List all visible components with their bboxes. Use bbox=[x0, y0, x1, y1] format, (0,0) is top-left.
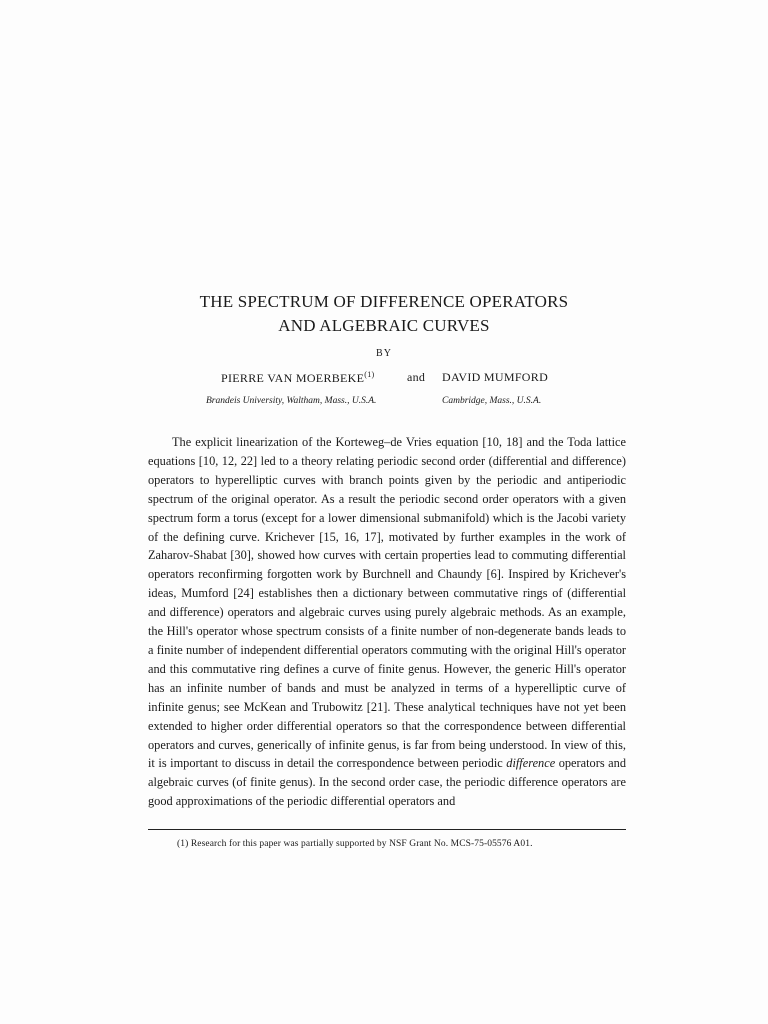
body-text-part-2: operators and algebraic curves (of finite genus). In the second order case, the periodic difference operators are good approximations of the periodic differential operators and bbox=[148, 756, 626, 809]
author-conjunction: and bbox=[407, 370, 426, 384]
author-second-affiliation: Cambridge, Mass., U.S.A. bbox=[442, 396, 542, 406]
paper-title-line-1: THE SPECTRUM OF DIFFERENCE OPERATORS bbox=[199, 292, 569, 311]
body-paragraph bbox=[148, 433, 626, 811]
body-text-part-1: The explicit linearization of the Korteweg–de Vries equation [10, 18] and the Toda lattice equations [10, 12, 22] led to a theory relating periodic second order (differential and difference) operators to hyperelliptic curves with branch points given by the periodic and antiperiodic spectrum of the original operator. As a result the periodic second order operators with a given spectrum form a torus (except for a lower dimensional submanifold) which is the Jacobi variety of the defining curve. Krichever [15, 16, 17], motivated by further examples in the work of Zaharov-Shabat [30], showed how curves with certain properties lead to commuting differential operators reconfirming forgotten work by Burchnell and Chaundy [6]. Inspired by Krichever's ideas, Mumford [24] establishes then a dictionary between commutative rings of (differential and difference) operators and algebraic curves using purely algebraic methods. As an example, the Hill's operator whose spectrum consists of a finite number of non-degenerate bands leads to a finite number of independent differential operators commuting with the original Hill's operator and this commutative ring defines a curve of finite genus. However, the generic Hill's operator has an infinite number of bands and must be analyzed in terms of a hyperelliptic curve of infinite genus; see McKean and Trubowitz [21]. These analytical techniques have not yet been extended to higher order differential operators so that the correspondence between differential operators and curves, generically of infinite genus, is far from being understood. In view of this, it is important to discuss in detail the correspondence between periodic bbox=[148, 435, 626, 771]
footnote-mark: (1) bbox=[177, 839, 189, 849]
author-first-affiliation: Brandeis University, Waltham, Mass., U.S.A. bbox=[206, 396, 377, 406]
footnote bbox=[177, 839, 533, 849]
footnote-separator bbox=[148, 829, 626, 830]
author-first-footnote-mark: (1) bbox=[364, 370, 375, 379]
author-first bbox=[221, 370, 375, 386]
author-second-name: DAVID MUMFORD bbox=[442, 370, 549, 384]
paper-title-line-2: AND ALGEBRAIC CURVES bbox=[278, 316, 490, 335]
body-italic-word: difference bbox=[506, 756, 556, 771]
footnote-text: Research for this paper was partially supported by NSF Grant No. MCS-75-05576 A01. bbox=[188, 839, 533, 849]
author-first-name: PIERRE VAN MOERBEKE bbox=[221, 371, 365, 385]
byline: BY bbox=[376, 348, 392, 359]
